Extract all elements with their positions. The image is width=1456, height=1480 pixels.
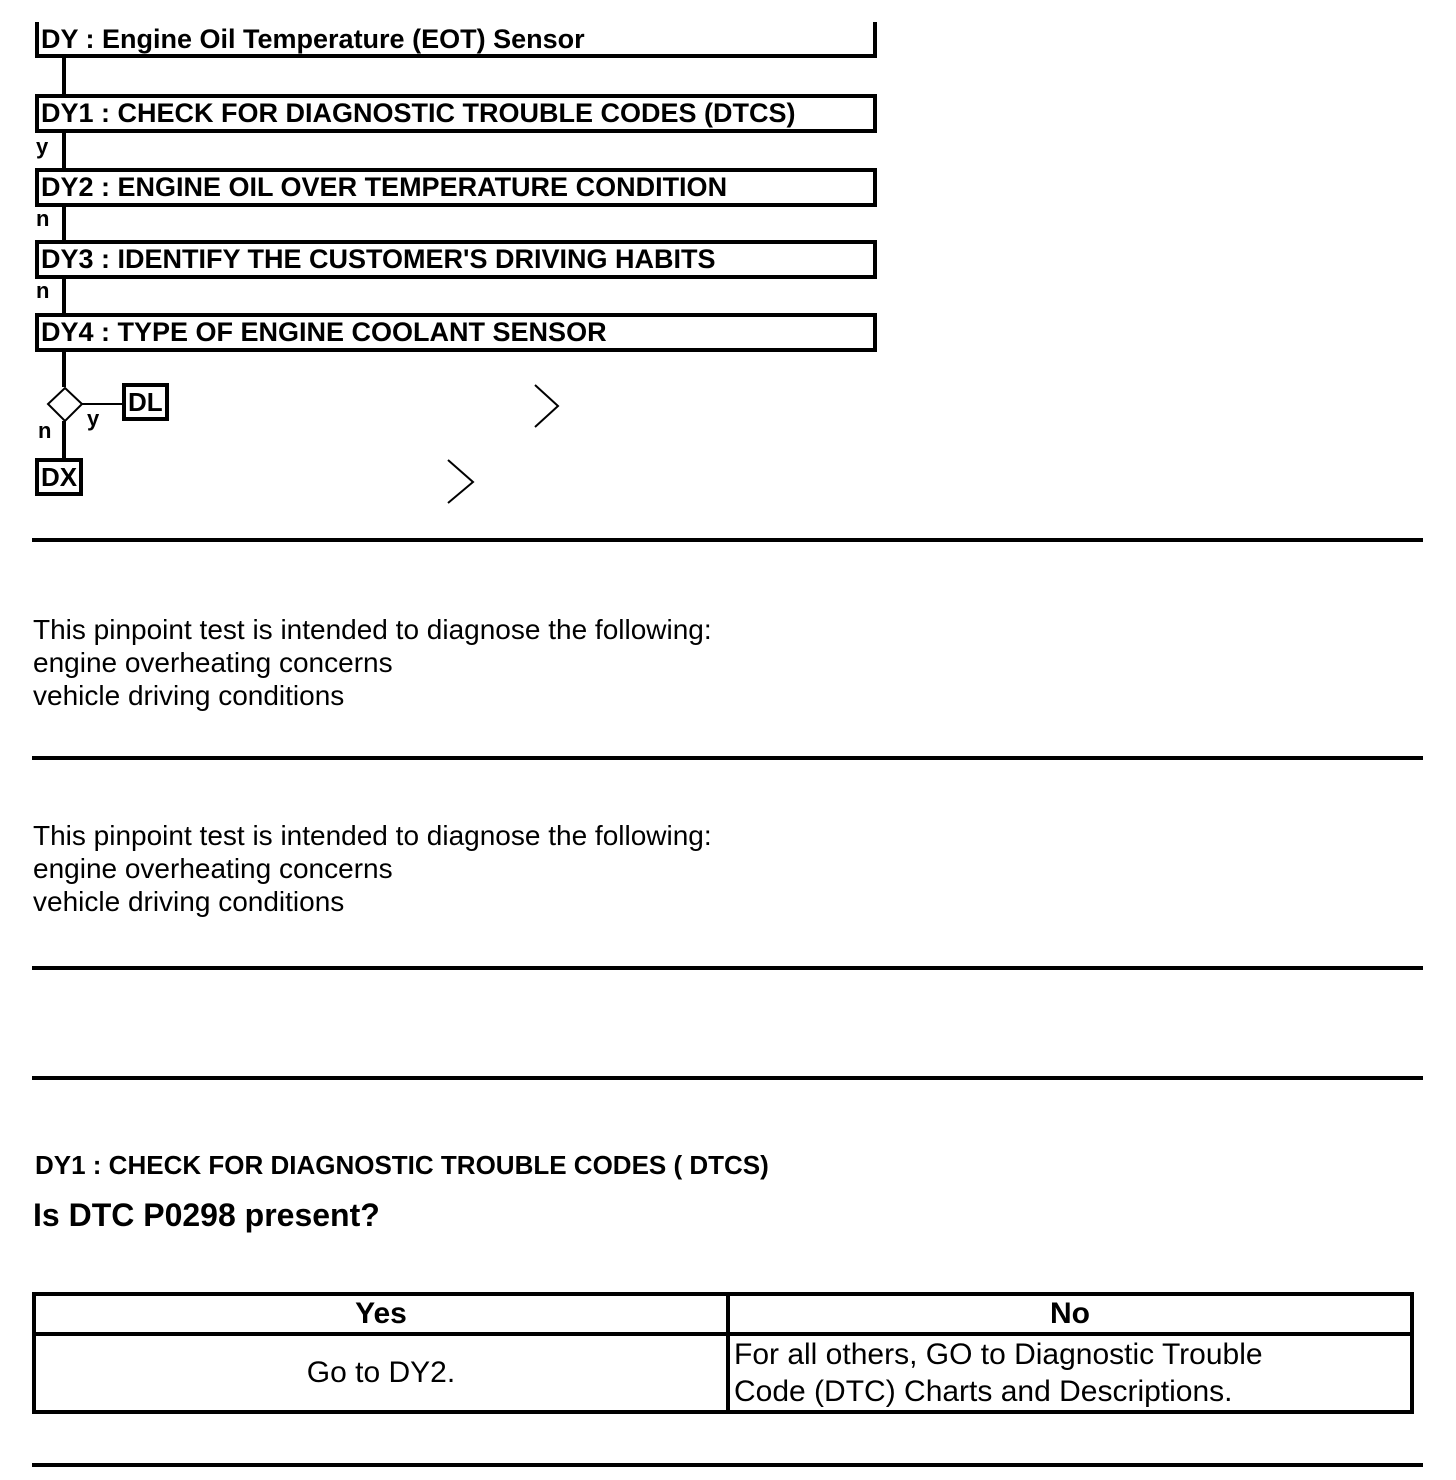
no-action[interactable] [728, 1334, 1412, 1412]
description-item: engine overheating concerns [33, 647, 393, 678]
description-section-2 [33, 819, 712, 918]
flow-connector [62, 206, 66, 240]
divider [32, 966, 1423, 970]
branch-label-y: y [36, 134, 49, 159]
flow-connector [62, 278, 66, 313]
table-row [34, 1334, 1412, 1412]
yes-header: Yes [34, 1294, 728, 1334]
description-item: engine overheating concerns [33, 853, 393, 884]
no-action-line: Code (DTC) Charts and Descriptions. [734, 1375, 1233, 1408]
divider [32, 1076, 1423, 1080]
flow-step-dy1[interactable]: DY1 : CHECK FOR DIAGNOSTIC TROUBLE CODES (DTCS) [35, 94, 877, 133]
no-header: No [728, 1294, 1412, 1334]
yes-no-table [32, 1292, 1414, 1414]
chevron-right-icon [448, 460, 473, 503]
description-intro: This pinpoint test is intended to diagnose the following: [33, 820, 712, 851]
flow-connector [62, 132, 66, 168]
flow-step-dy4[interactable]: DY4 : TYPE OF ENGINE COOLANT SENSOR [35, 313, 877, 352]
divider [32, 1463, 1423, 1467]
divider [32, 538, 1423, 542]
test-step-title: DY1 : CHECK FOR DIAGNOSTIC TROUBLE CODES ( DTCS) [35, 1150, 769, 1180]
yes-action[interactable]: Go to DY2. [34, 1334, 728, 1412]
decision-yes-label: y [87, 406, 100, 431]
description-intro: This pinpoint test is intended to diagnose the following: [33, 614, 712, 645]
target-dx[interactable]: DX [35, 458, 83, 496]
description-item: vehicle driving conditions [33, 680, 345, 711]
chevron-right-icon [535, 385, 558, 427]
target-dl[interactable]: DL [122, 383, 169, 421]
divider [32, 756, 1423, 760]
flowchart-header: DY : Engine Oil Temperature (EOT) Sensor [35, 22, 877, 58]
flow-step-dy2[interactable]: DY2 : ENGINE OIL OVER TEMPERATURE CONDITION [35, 168, 877, 207]
branch-label-n: n [36, 206, 50, 231]
flow-connector [62, 58, 66, 94]
decision-diamond [48, 388, 82, 421]
description-item: vehicle driving conditions [33, 886, 345, 917]
test-step-question: Is DTC P0298 present? [33, 1197, 380, 1233]
branch-label-n: n [36, 278, 50, 303]
decision-graphic [0, 380, 600, 510]
flow-step-dy3[interactable]: DY3 : IDENTIFY THE CUSTOMER'S DRIVING HABITS [35, 240, 877, 279]
decision-no-label: n [38, 418, 52, 443]
no-action-line: For all others, GO to Diagnostic Trouble [734, 1338, 1263, 1371]
description-section-1 [33, 613, 712, 712]
